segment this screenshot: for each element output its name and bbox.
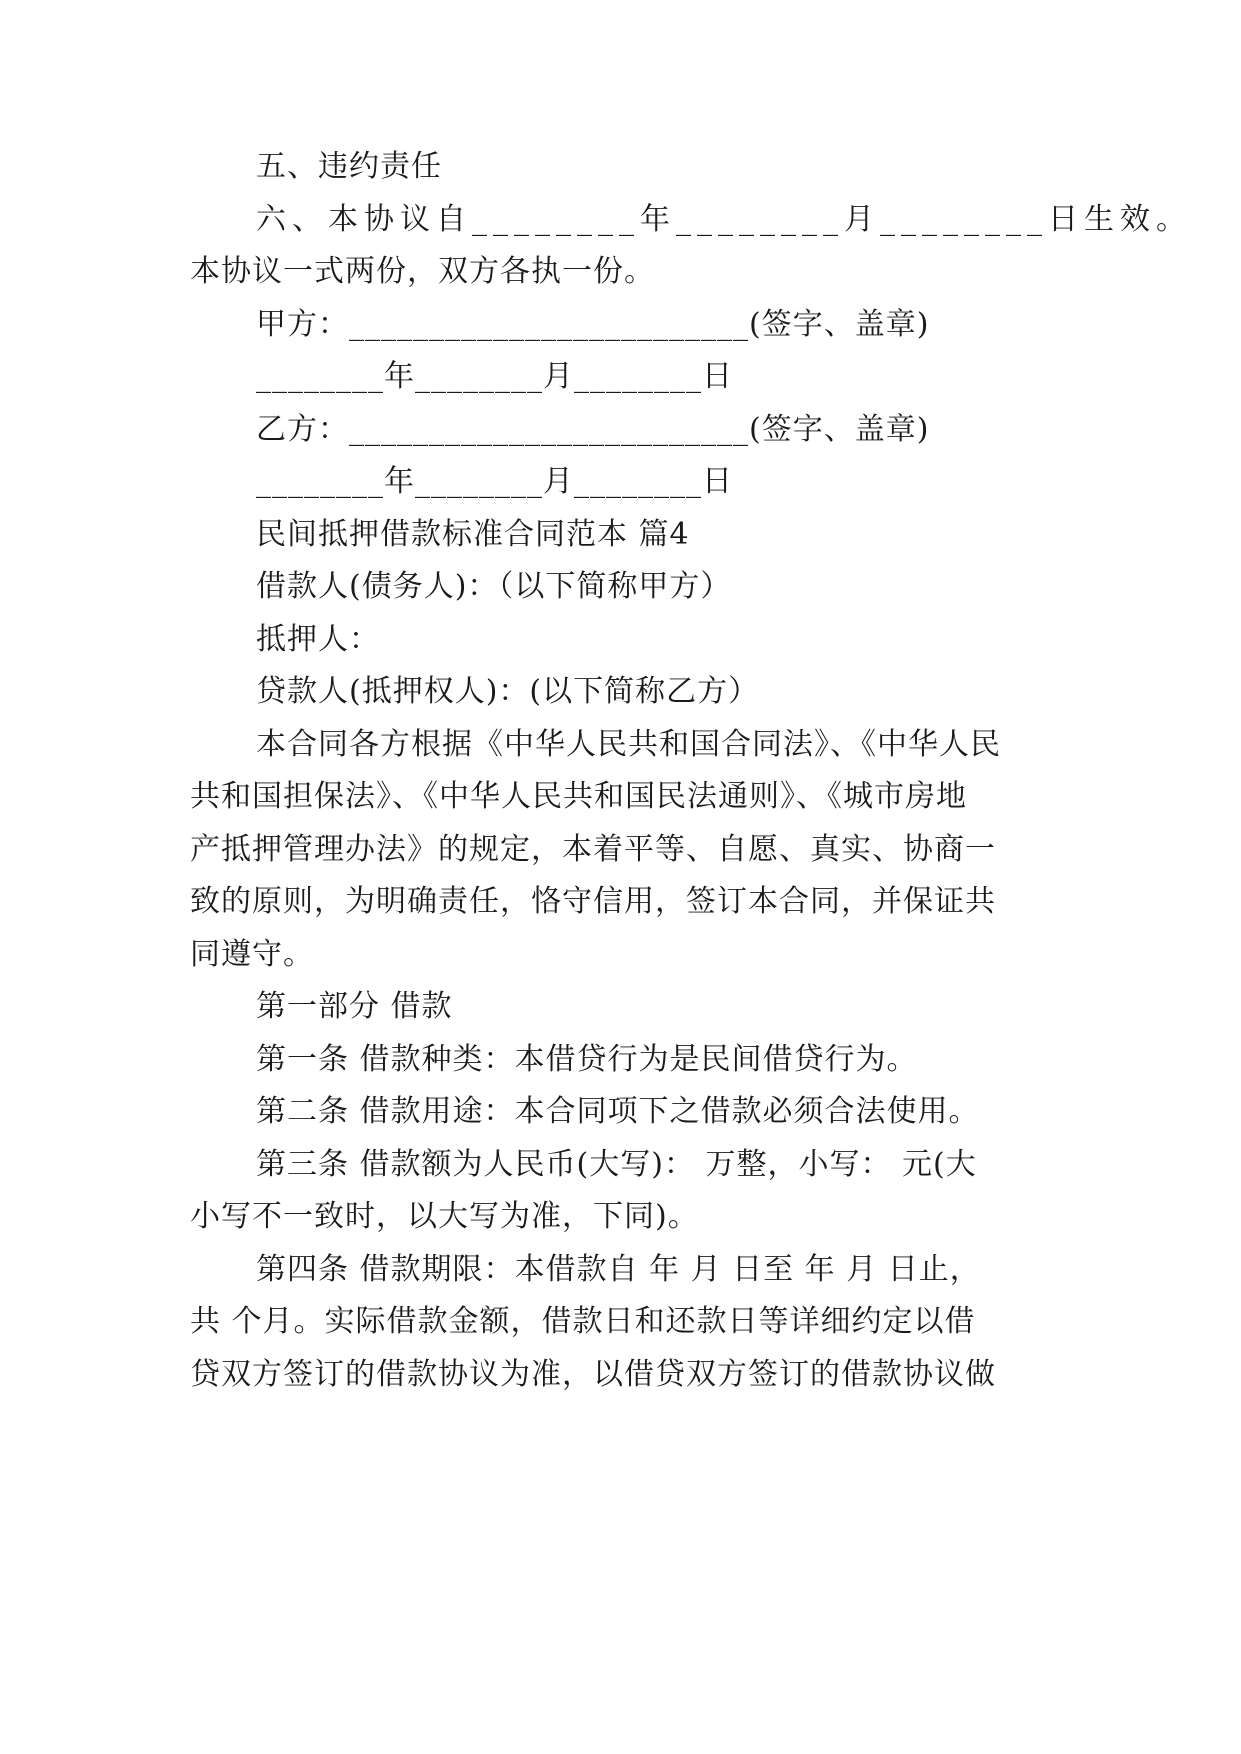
article-4-line-3: 贷双方签订的借款协议为准，以借贷双方签订的借款协议做 (190, 1357, 996, 1392)
party-a-date-line: ________年________月________日 (256, 359, 733, 394)
party-b-date-line: ________年________月________日 (256, 464, 733, 499)
lender-line: 贷款人(抵押权人)：(以下简称乙方） (256, 674, 760, 709)
preamble-line-1: 本合同各方根据《中华人民共和国合同法》、《中华人民 (256, 727, 1001, 762)
article-4-line-2: 共 个月。实际借款金额，借款日和还款日等详细约定以借 (190, 1304, 976, 1339)
clause-6-effective-date: 六、本协议自________年________月________日生效。 (256, 202, 1192, 237)
borrower-line: 借款人(债务人)：（以下简称甲方） (256, 569, 732, 604)
mortgagor-line: 抵押人： (256, 622, 380, 657)
article-1: 第一条 借款种类：本借贷行为是民间借贷行为。 (256, 1042, 918, 1077)
preamble-line-3: 产抵押管理办法》的规定，本着平等、自愿、真实、协商一 (190, 832, 996, 867)
party-b-signature-line: 乙方：_________________________(签字、盖章) (256, 412, 930, 447)
part-one-heading: 第一部分 借款 (256, 989, 453, 1024)
copies-statement: 本协议一式两份，双方各执一份。 (190, 254, 655, 289)
article-2: 第二条 借款用途：本合同项下之借款必须合法使用。 (256, 1094, 980, 1129)
party-a-signature-line: 甲方：_________________________(签字、盖章) (256, 307, 930, 342)
article-4-line-1: 第四条 借款期限：本借款自 年 月 日至 年 月 日止， (256, 1252, 981, 1287)
article-3-line-1: 第三条 借款额为人民币(大写)： 万整，小写： 元(大 (256, 1147, 977, 1182)
preamble-line-4: 致的原则，为明确责任，恪守信用，签订本合同，并保证共 (190, 884, 996, 919)
article-3-line-2: 小写不一致时，以大写为准，下同)。 (190, 1199, 699, 1234)
preamble-line-5: 同遵守。 (190, 937, 314, 972)
clause-5-breach-liability: 五、违约责任 (256, 149, 442, 184)
preamble-line-2: 共和国担保法》、《中华人民共和国民法通则》、《城市房地 (190, 779, 967, 814)
section-heading: 民间抵押借款标准合同范本 篇4 (256, 517, 690, 552)
